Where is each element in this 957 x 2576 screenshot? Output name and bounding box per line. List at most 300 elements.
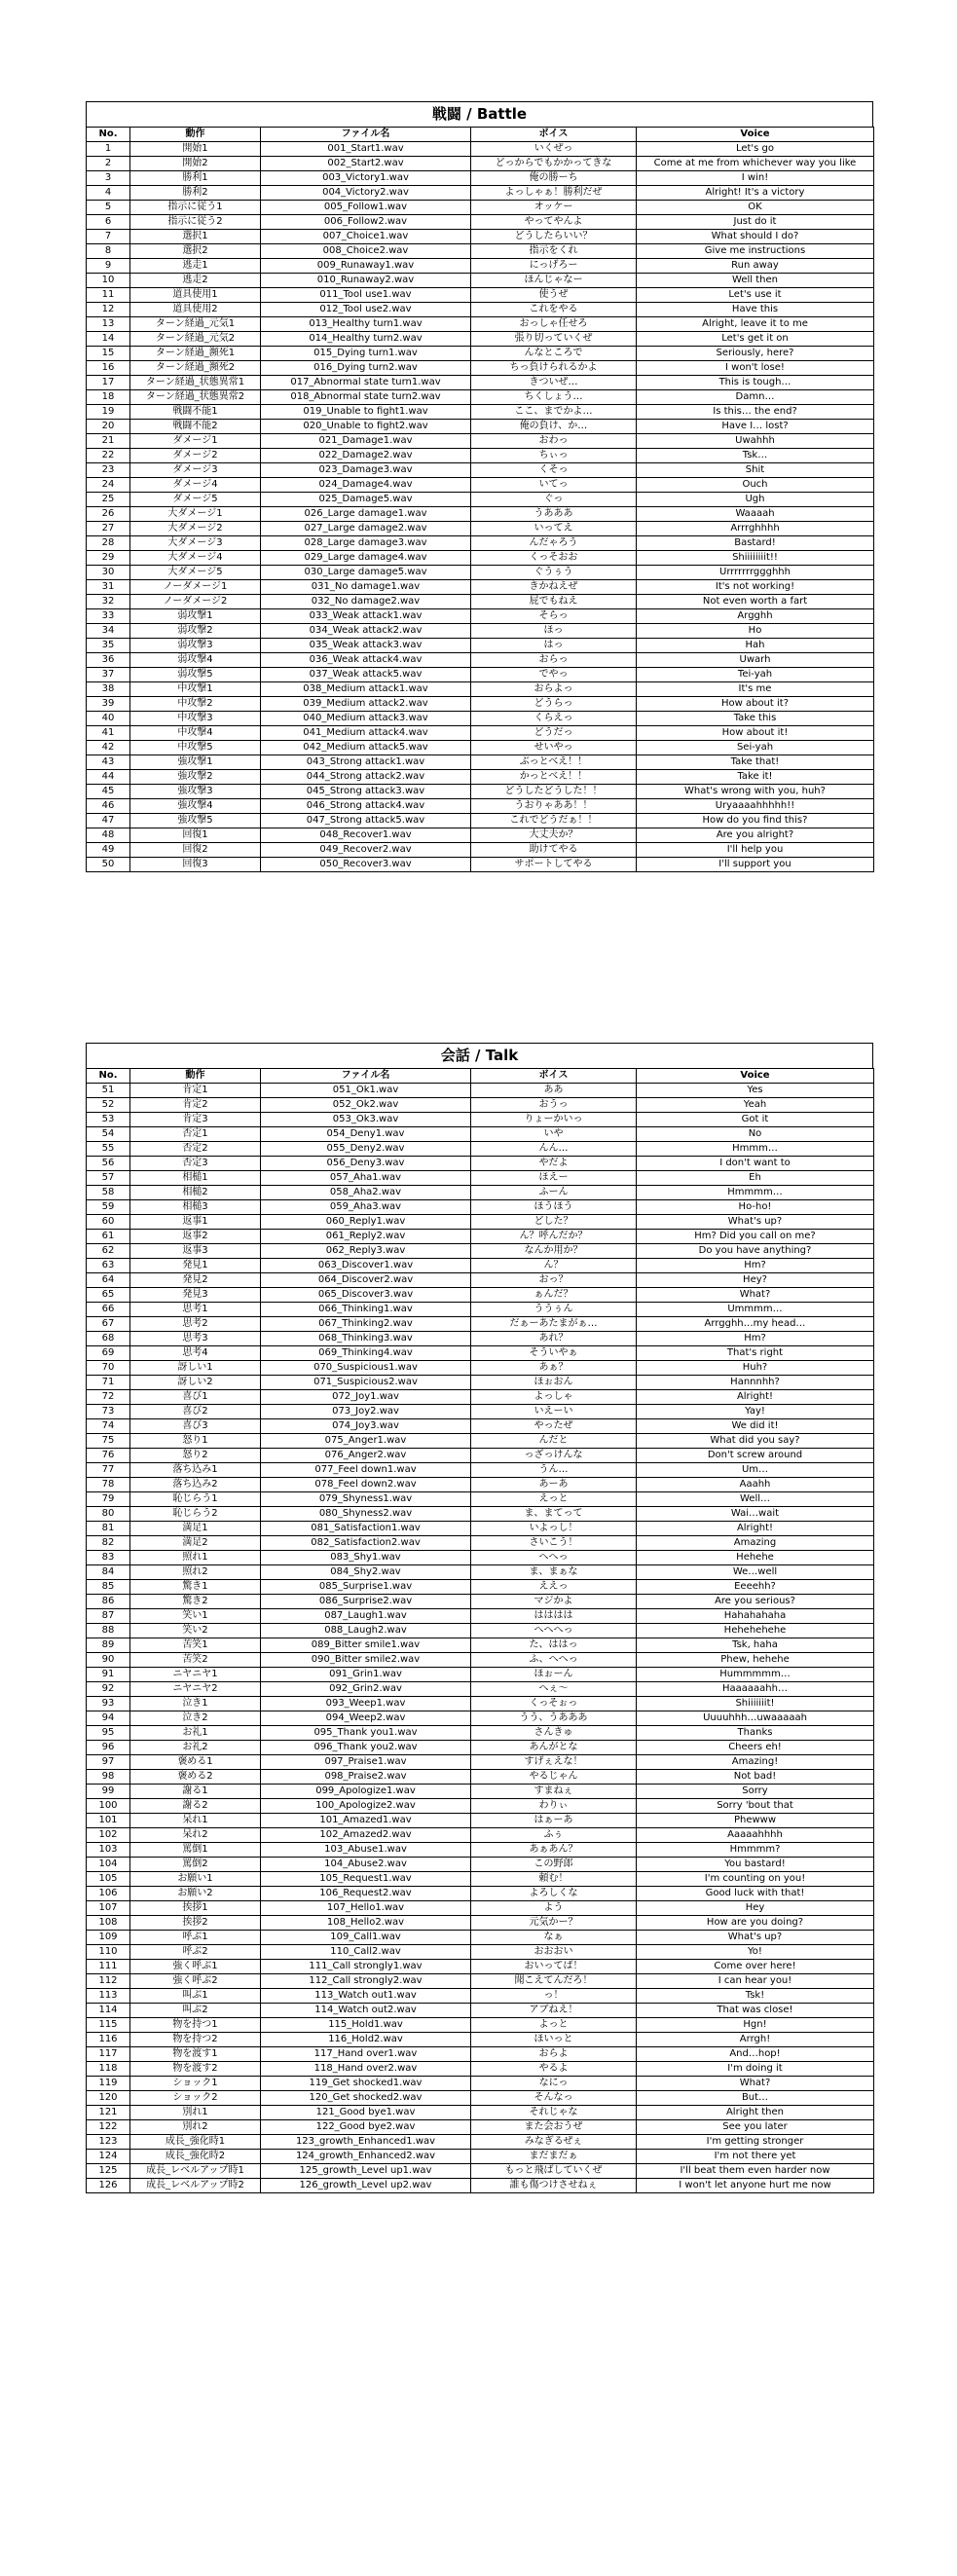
table-row — [87, 1317, 874, 1332]
cell-voice-jp: ちっ負けられるかよ — [471, 361, 637, 376]
cell-action: 返事1 — [130, 1215, 261, 1230]
table-row — [87, 1960, 874, 1974]
cell-no: 125 — [87, 2164, 130, 2179]
cell-voice-en: Amazing! — [637, 1755, 874, 1770]
cell-filename: 063_Discover1.wav — [261, 1259, 471, 1273]
cell-action: 指示に従う1 — [130, 201, 261, 215]
cell-action: 相槌3 — [130, 1200, 261, 1215]
cell-no: 50 — [87, 858, 130, 872]
cell-voice-en: I'll support you — [637, 858, 874, 872]
cell-action: 訝しい1 — [130, 1361, 261, 1376]
cell-filename: 003_Victory1.wav — [261, 171, 471, 186]
cell-voice-jp: ここ、までかよ… — [471, 405, 637, 420]
table-row — [87, 1390, 874, 1405]
cell-action: 開始1 — [130, 142, 261, 157]
cell-voice-jp: くそっ — [471, 463, 637, 478]
cell-action: 逃走1 — [130, 259, 261, 274]
cell-no: 3 — [87, 171, 130, 186]
table-row — [87, 1303, 874, 1317]
cell-action: 呼ぶ1 — [130, 1931, 261, 1945]
table-row — [87, 522, 874, 536]
table-row — [87, 463, 874, 478]
table-row — [87, 697, 874, 712]
cell-voice-en: You bastard! — [637, 1858, 874, 1872]
table-row — [87, 1653, 874, 1668]
cell-voice-en: What did you say? — [637, 1434, 874, 1449]
cell-no: 9 — [87, 259, 130, 274]
cell-no: 118 — [87, 2062, 130, 2077]
cell-voice-en: But… — [637, 2091, 874, 2106]
cell-no: 29 — [87, 551, 130, 566]
cell-filename: 017_Abnormal state turn1.wav — [261, 376, 471, 390]
table-row — [87, 2047, 874, 2062]
cell-action: 叫ぶ2 — [130, 2004, 261, 2018]
cell-filename: 023_Damage3.wav — [261, 463, 471, 478]
cell-voice-jp: もっと飛ばしていくぜ — [471, 2164, 637, 2179]
table-row — [87, 2120, 874, 2135]
cell-voice-jp: ちくしょう… — [471, 390, 637, 405]
cell-action: ターン経過_状態異常2 — [130, 390, 261, 405]
table-row — [87, 1230, 874, 1244]
table-row — [87, 682, 874, 697]
cell-filename: 104_Abuse2.wav — [261, 1858, 471, 1872]
cell-no: 49 — [87, 843, 130, 858]
cell-action: 怒り2 — [130, 1449, 261, 1463]
cell-voice-en: Eh — [637, 1171, 874, 1186]
cell-no: 54 — [87, 1127, 130, 1142]
cell-voice-jp: どうしたらいい？ — [471, 230, 637, 244]
cell-voice-jp: ほぉおん — [471, 1376, 637, 1390]
cell-filename: 060_Reply1.wav — [261, 1215, 471, 1230]
cell-no: 19 — [87, 405, 130, 420]
cell-filename: 108_Hello2.wav — [261, 1916, 471, 1931]
cell-voice-en: Hey? — [637, 1273, 874, 1288]
table-row — [87, 1814, 874, 1828]
cell-no: 47 — [87, 814, 130, 828]
cell-action: 罵倒1 — [130, 1843, 261, 1858]
cell-voice-en: Hmmmm… — [637, 1186, 874, 1200]
cell-voice-jp: おうっ — [471, 1098, 637, 1113]
cell-voice-en: It's me — [637, 682, 874, 697]
cell-voice-jp: よっしゃぁ！勝利だぜ — [471, 186, 637, 201]
table-row — [87, 1799, 874, 1814]
table-row — [87, 668, 874, 682]
cell-voice-jp: どっからでもかかってきな — [471, 157, 637, 171]
cell-voice-jp: 大丈夫か？ — [471, 828, 637, 843]
cell-voice-jp: あんがとな — [471, 1741, 637, 1755]
cell-action: お願い2 — [130, 1887, 261, 1901]
cell-action: 弱攻撃1 — [130, 609, 261, 624]
cell-filename: 025_Damage5.wav — [261, 493, 471, 507]
cell-action: 訝しい2 — [130, 1376, 261, 1390]
cell-no: 26 — [87, 507, 130, 522]
cell-voice-en: How about it? — [637, 697, 874, 712]
cell-filename: 018_Abnormal state turn2.wav — [261, 390, 471, 405]
table-row — [87, 726, 874, 741]
table-row — [87, 1726, 874, 1741]
cell-filename: 008_Choice2.wav — [261, 244, 471, 259]
cell-no: 62 — [87, 1244, 130, 1259]
cell-filename: 120_Get shocked2.wav — [261, 2091, 471, 2106]
cell-action: 戦闘不能2 — [130, 420, 261, 434]
cell-voice-jp: ほんじゃなー — [471, 274, 637, 288]
cell-voice-en: Tsk! — [637, 1989, 874, 2004]
cell-voice-en: Sei-yah — [637, 741, 874, 755]
cell-voice-en: Yeah — [637, 1098, 874, 1113]
table-row — [87, 186, 874, 201]
cell-action: 中攻撃4 — [130, 726, 261, 741]
table-row — [87, 566, 874, 580]
cell-filename: 100_Apologize2.wav — [261, 1799, 471, 1814]
cell-no: 56 — [87, 1157, 130, 1171]
cell-voice-jp: オッケー — [471, 201, 637, 215]
table-row — [87, 595, 874, 609]
cell-filename: 026_Large damage1.wav — [261, 507, 471, 522]
cell-voice-jp: これでどうだぁ！！ — [471, 814, 637, 828]
cell-no: 30 — [87, 566, 130, 580]
cell-voice-en: Amazing — [637, 1536, 874, 1551]
table-row — [87, 1522, 874, 1536]
table-header-row — [87, 128, 874, 142]
table-row — [87, 1376, 874, 1390]
cell-voice-jp: ほえー — [471, 1171, 637, 1186]
battle-table-body — [87, 142, 874, 872]
cell-no: 105 — [87, 1872, 130, 1887]
cell-action: 罵倒2 — [130, 1858, 261, 1872]
cell-voice-jp: んなところで — [471, 347, 637, 361]
cell-voice-en: This is tough… — [637, 376, 874, 390]
cell-voice-jp: アブねえ！ — [471, 2004, 637, 2018]
cell-action: 否定3 — [130, 1157, 261, 1171]
cell-no: 109 — [87, 1931, 130, 1945]
cell-voice-en: Take it! — [637, 770, 874, 785]
cell-filename: 014_Healthy turn2.wav — [261, 332, 471, 347]
cell-voice-jp: すげぇえな！ — [471, 1755, 637, 1770]
cell-no: 84 — [87, 1565, 130, 1580]
cell-no: 89 — [87, 1638, 130, 1653]
table-row — [87, 1463, 874, 1478]
cell-voice-jp: くらえっ — [471, 712, 637, 726]
table-row — [87, 624, 874, 639]
cell-filename: 007_Choice1.wav — [261, 230, 471, 244]
table-row — [87, 1770, 874, 1785]
cell-filename: 016_Dying turn2.wav — [261, 361, 471, 376]
table-row — [87, 1200, 874, 1215]
cell-action: 強攻撃5 — [130, 814, 261, 828]
cell-voice-jp: ま、まぁな — [471, 1565, 637, 1580]
cell-no: 16 — [87, 361, 130, 376]
cell-no: 6 — [87, 215, 130, 230]
cell-action: 恥じらう1 — [130, 1492, 261, 1507]
cell-voice-jp: へぇ～ — [471, 1682, 637, 1697]
cell-filename: 053_Ok3.wav — [261, 1113, 471, 1127]
table-row — [87, 2077, 874, 2091]
cell-filename: 061_Reply2.wav — [261, 1230, 471, 1244]
cell-action: ニヤニヤ2 — [130, 1682, 261, 1697]
cell-no: 15 — [87, 347, 130, 361]
table-row — [87, 1434, 874, 1449]
cell-voice-en: I won't let anyone hurt me now — [637, 2179, 874, 2193]
cell-filename: 036_Weak attack4.wav — [261, 653, 471, 668]
cell-voice-en: Hummmmm… — [637, 1668, 874, 1682]
cell-voice-jp: 俺の勝ーち — [471, 171, 637, 186]
cell-voice-en: What's up? — [637, 1931, 874, 1945]
cell-action: 中攻撃5 — [130, 741, 261, 755]
cell-action: 強攻撃1 — [130, 755, 261, 770]
cell-voice-en: What? — [637, 1288, 874, 1303]
cell-voice-jp: おわっ — [471, 434, 637, 449]
cell-action: 大ダメージ4 — [130, 551, 261, 566]
cell-filename: 058_Aha2.wav — [261, 1186, 471, 1200]
cell-voice-en: Haaaaaahh… — [637, 1682, 874, 1697]
cell-filename: 052_Ok2.wav — [261, 1098, 471, 1113]
table-row — [87, 755, 874, 770]
cell-voice-jp: た、ははっ — [471, 1638, 637, 1653]
cell-voice-en: I'll help you — [637, 843, 874, 858]
cell-voice-en: Hm? — [637, 1332, 874, 1346]
table-row — [87, 390, 874, 405]
cell-voice-jp: くっそぉっ — [471, 1697, 637, 1711]
cell-action: 中攻撃1 — [130, 682, 261, 697]
table-row — [87, 1872, 874, 1887]
cell-filename: 086_Surprise2.wav — [261, 1595, 471, 1609]
header-filename: ファイル名 — [261, 1069, 471, 1084]
cell-filename: 106_Request2.wav — [261, 1887, 471, 1901]
cell-voice-en: Aaaaahhhh — [637, 1828, 874, 1843]
cell-voice-jp: うう、うあああ — [471, 1711, 637, 1726]
table-row — [87, 1755, 874, 1770]
cell-action: 挨拶2 — [130, 1916, 261, 1931]
cell-voice-jp: ぶっとべえ！！ — [471, 755, 637, 770]
cell-voice-jp: きついぜ… — [471, 376, 637, 390]
table-row — [87, 1215, 874, 1230]
cell-voice-jp: いってえ — [471, 522, 637, 536]
cell-action: 弱攻撃5 — [130, 668, 261, 682]
cell-filename: 039_Medium attack2.wav — [261, 697, 471, 712]
cell-action: 別れ2 — [130, 2120, 261, 2135]
table-row — [87, 1638, 874, 1653]
cell-filename: 010_Runaway2.wav — [261, 274, 471, 288]
cell-no: 44 — [87, 770, 130, 785]
cell-no: 116 — [87, 2033, 130, 2047]
table-row — [87, 1565, 874, 1580]
cell-no: 24 — [87, 478, 130, 493]
table-row — [87, 157, 874, 171]
table-row — [87, 1536, 874, 1551]
table-row — [87, 259, 874, 274]
cell-action: 成長_強化時2 — [130, 2150, 261, 2164]
cell-voice-jp: よろしくな — [471, 1887, 637, 1901]
cell-no: 1 — [87, 142, 130, 157]
cell-filename: 101_Amazed1.wav — [261, 1814, 471, 1828]
cell-no: 93 — [87, 1697, 130, 1711]
cell-voice-jp: おっしゃ任せろ — [471, 317, 637, 332]
table-row — [87, 536, 874, 551]
cell-action: 照れ2 — [130, 1565, 261, 1580]
table-row — [87, 2018, 874, 2033]
cell-action: 物を渡す2 — [130, 2062, 261, 2077]
table-row — [87, 1580, 874, 1595]
header-voice-jp: ボイス — [471, 128, 637, 142]
cell-action: 思考3 — [130, 1332, 261, 1346]
cell-no: 41 — [87, 726, 130, 741]
table-row — [87, 1828, 874, 1843]
cell-filename: 116_Hold2.wav — [261, 2033, 471, 2047]
cell-no: 38 — [87, 682, 130, 697]
cell-voice-en: What? — [637, 2077, 874, 2091]
cell-no: 121 — [87, 2106, 130, 2120]
cell-filename: 085_Surprise1.wav — [261, 1580, 471, 1595]
table-row — [87, 1449, 874, 1463]
cell-voice-jp: ふ、へへっ — [471, 1653, 637, 1668]
cell-action: 思考2 — [130, 1317, 261, 1332]
cell-filename: 123_growth_Enhanced1.wav — [261, 2135, 471, 2150]
cell-voice-jp: みなぎるぜぇ — [471, 2135, 637, 2150]
table-row — [87, 303, 874, 317]
cell-filename: 009_Runaway1.wav — [261, 259, 471, 274]
cell-voice-en: No — [637, 1127, 874, 1142]
cell-voice-en: Tsk, haha — [637, 1638, 874, 1653]
cell-voice-jp: だぁーあたまがぁ… — [471, 1317, 637, 1332]
cell-action: 弱攻撃3 — [130, 639, 261, 653]
cell-action: 思考4 — [130, 1346, 261, 1361]
header-filename: ファイル名 — [261, 128, 471, 142]
cell-voice-en: Waaaah — [637, 507, 874, 522]
table-row — [87, 493, 874, 507]
cell-action: ダメージ3 — [130, 463, 261, 478]
table-row — [87, 712, 874, 726]
cell-action: 褒める2 — [130, 1770, 261, 1785]
cell-action: 返事2 — [130, 1230, 261, 1244]
table-row — [87, 1478, 874, 1492]
cell-voice-en: Is this… the end? — [637, 405, 874, 420]
talk-table-body — [87, 1084, 874, 2193]
cell-action: 戦闘不能1 — [130, 405, 261, 420]
cell-voice-jp: サポートしてやる — [471, 858, 637, 872]
table-row — [87, 1711, 874, 1726]
table-row — [87, 288, 874, 303]
cell-filename: 033_Weak attack1.wav — [261, 609, 471, 624]
cell-voice-jp: いえーい — [471, 1405, 637, 1419]
cell-no: 71 — [87, 1376, 130, 1390]
cell-filename: 103_Abuse1.wav — [261, 1843, 471, 1858]
cell-action: 苦笑1 — [130, 1638, 261, 1653]
cell-no: 75 — [87, 1434, 130, 1449]
cell-voice-jp: どうしたどうした！！ — [471, 785, 637, 799]
table-row — [87, 1858, 874, 1872]
cell-no: 119 — [87, 2077, 130, 2091]
cell-action: 思考1 — [130, 1303, 261, 1317]
cell-action: ターン経過_元気1 — [130, 317, 261, 332]
cell-voice-en: Uryaaaahhhhh!! — [637, 799, 874, 814]
cell-no: 73 — [87, 1405, 130, 1419]
cell-no: 107 — [87, 1901, 130, 1916]
cell-filename: 072_Joy1.wav — [261, 1390, 471, 1405]
cell-filename: 020_Unable to fight2.wav — [261, 420, 471, 434]
cell-action: 謝る1 — [130, 1785, 261, 1799]
cell-filename: 118_Hand over2.wav — [261, 2062, 471, 2077]
cell-voice-en: I won't lose! — [637, 361, 874, 376]
cell-voice-jp: かっとべえ！！ — [471, 770, 637, 785]
table-row — [87, 1084, 874, 1098]
cell-filename: 034_Weak attack2.wav — [261, 624, 471, 639]
cell-no: 40 — [87, 712, 130, 726]
cell-action: 回復1 — [130, 828, 261, 843]
cell-voice-en: Tsk… — [637, 449, 874, 463]
cell-action: 笑い2 — [130, 1624, 261, 1638]
cell-filename: 119_Get shocked1.wav — [261, 2077, 471, 2091]
cell-filename: 073_Joy2.wav — [261, 1405, 471, 1419]
cell-voice-jp: っざっけんな — [471, 1449, 637, 1463]
cell-no: 80 — [87, 1507, 130, 1522]
cell-action: 中攻撃2 — [130, 697, 261, 712]
cell-voice-en: Sorry — [637, 1785, 874, 1799]
cell-voice-jp: なにっ — [471, 2077, 637, 2091]
table-row — [87, 1244, 874, 1259]
cell-no: 58 — [87, 1186, 130, 1200]
cell-action: 喜び2 — [130, 1405, 261, 1419]
cell-voice-jp: ん？呼んだか？ — [471, 1230, 637, 1244]
table-row — [87, 1945, 874, 1960]
cell-filename: 049_Recover2.wav — [261, 843, 471, 858]
cell-no: 23 — [87, 463, 130, 478]
cell-voice-en: Uwarh — [637, 653, 874, 668]
cell-voice-jp: ううぅん — [471, 1303, 637, 1317]
cell-voice-en: We did it! — [637, 1419, 874, 1434]
cell-voice-jp: そんなっ — [471, 2091, 637, 2106]
cell-voice-jp: さいこう！ — [471, 1536, 637, 1551]
cell-action: ダメージ1 — [130, 434, 261, 449]
cell-action: 怒り1 — [130, 1434, 261, 1449]
cell-action: 成長_レベルアップ時1 — [130, 2164, 261, 2179]
cell-action: 泣き2 — [130, 1711, 261, 1726]
cell-no: 31 — [87, 580, 130, 595]
cell-no: 120 — [87, 2091, 130, 2106]
cell-action: ダメージ4 — [130, 478, 261, 493]
table-row — [87, 828, 874, 843]
cell-voice-jp: すまねぇ — [471, 1785, 637, 1799]
cell-voice-en: How about it! — [637, 726, 874, 741]
cell-no: 59 — [87, 1200, 130, 1215]
cell-no: 34 — [87, 624, 130, 639]
cell-voice-en: Phew, hehehe — [637, 1653, 874, 1668]
table-row — [87, 741, 874, 755]
cell-no: 74 — [87, 1419, 130, 1434]
cell-no: 82 — [87, 1536, 130, 1551]
cell-filename: 109_Call1.wav — [261, 1931, 471, 1945]
cell-action: ターン経過_状態異常1 — [130, 376, 261, 390]
cell-filename: 122_Good bye2.wav — [261, 2120, 471, 2135]
cell-voice-en: Hehehe — [637, 1551, 874, 1565]
cell-action: 肯定2 — [130, 1098, 261, 1113]
table-row — [87, 1682, 874, 1697]
cell-action: 挨拶1 — [130, 1901, 261, 1916]
cell-filename: 043_Strong attack1.wav — [261, 755, 471, 770]
cell-filename: 004_Victory2.wav — [261, 186, 471, 201]
cell-action: 勝利1 — [130, 171, 261, 186]
table-row — [87, 814, 874, 828]
cell-filename: 064_Discover2.wav — [261, 1273, 471, 1288]
cell-no: 20 — [87, 420, 130, 434]
cell-no: 106 — [87, 1887, 130, 1901]
battle-section — [86, 101, 873, 872]
cell-no: 2 — [87, 157, 130, 171]
table-row — [87, 347, 874, 361]
cell-action: 満足1 — [130, 1522, 261, 1536]
cell-voice-en: Hgn! — [637, 2018, 874, 2033]
cell-voice-jp: やるよ — [471, 2062, 637, 2077]
cell-voice-jp: おらよっ — [471, 682, 637, 697]
